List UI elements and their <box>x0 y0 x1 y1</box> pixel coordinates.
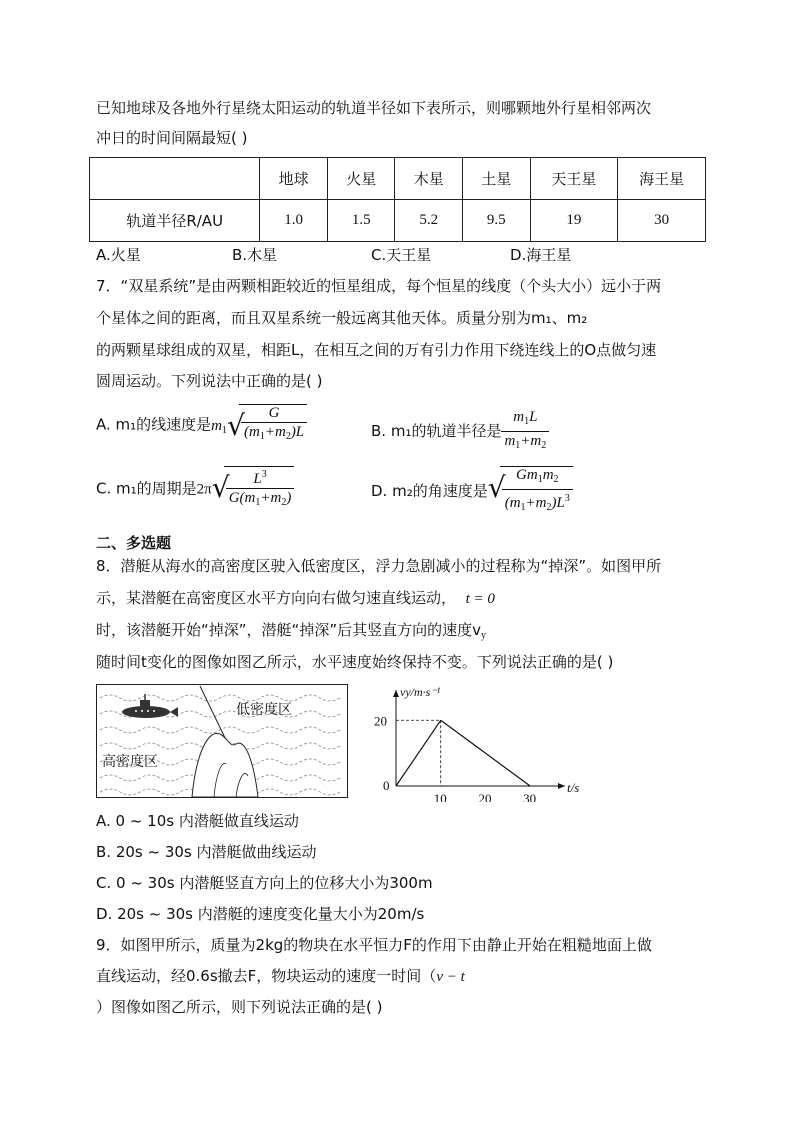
q7-option-c <box>96 466 294 512</box>
q9-vt: v − t <box>436 969 465 985</box>
low-density-label: 低密度区 <box>236 702 292 718</box>
x-tick-label: 0 <box>383 778 390 793</box>
q6-option-a: A.火星 <box>96 246 141 264</box>
formula-sqrt: √ $\frac{G}{(m_1+m_2)L}$ <box>227 404 307 446</box>
table-cell <box>90 158 260 200</box>
q8-option-b: B. 20s ~ 30s 内潜艇做曲线运动 <box>96 843 317 861</box>
high-density-label: 高密度区 <box>102 754 158 770</box>
y-tick-label: 20 <box>374 713 387 729</box>
q9-stem-line3: ）图像如图乙所示，则下列说法正确的是( ) <box>96 998 383 1016</box>
vy-t-chart <box>370 682 590 802</box>
formula-sqrt: √ $\frac{L^3}{G(m_1+m_2)}$ <box>212 466 295 512</box>
q7-stem-line3: 的两颗星球组成的双星，相距L，在相互之间的万有引力作用下绕连线上的O点做匀速 <box>96 341 657 359</box>
table-cell: 19 <box>530 200 618 242</box>
q8-stem-line3 <box>96 620 486 646</box>
q8-option-d: D. 20s ~ 30s 内潜艇的速度变化量大小为20m/s <box>96 905 425 923</box>
q8-stem-line4: 随时间t变化的图像如图乙所示，水平速度始终保持不变。下列说法正确的是( ) <box>96 653 614 671</box>
series-segment <box>396 720 441 786</box>
y-axis-arrow <box>393 690 399 697</box>
x-tick-label: 30 <box>523 791 537 802</box>
q6-option-c: C.天王星 <box>371 246 432 264</box>
q8-stem-line1: 8．潜艇从海水的高密度区驶入低密度区，浮力急剧减小的过程称为“掉深”。如图甲所 <box>96 557 662 575</box>
table-cell: 5.2 <box>395 200 463 242</box>
section-title-multi-choice: 二、多选题 <box>96 534 172 552</box>
orbit-radius-table <box>89 157 706 242</box>
q7-stem-line2: 个星体之间的距离，而且双星系统一般远离其他天体。质量分别为m₁、m₂ <box>96 309 588 327</box>
q8-option-c: C. 0 ~ 30s 内潜艇竖直方向上的位移大小为300m <box>96 874 433 892</box>
x-axis-arrow <box>558 783 565 789</box>
q6-stem-line1: 已知地球及各地外行星绕太阳运动的轨道半径如下表所示，则哪颗地外行星相邻两次 <box>96 99 652 117</box>
y-axis-label: vy/m·s⁻¹ <box>400 685 441 699</box>
table-header-cell: 土星 <box>463 158 531 200</box>
formula-sqrt: √ $\frac{Gm_1m_2}{(m_1+m_2)L^3}$ <box>488 466 573 517</box>
q7-stem-line4: 圆周运动。下列说法中正确的是( ) <box>96 372 323 390</box>
q7-option-d-text: D. m₂的角速度是 <box>371 482 488 500</box>
q9-stem-line1: 9．如图甲所示，质量为2kg的物块在水平恒力F的作用下由静止开始在粗糙地面上做 <box>96 936 652 954</box>
q7-option-c-text: C. m₁的周期是 <box>96 479 197 498</box>
submarine-figure <box>96 684 348 798</box>
table-header-cell: 火星 <box>327 158 395 200</box>
x-axis-label: t/s <box>567 780 580 795</box>
x-tick-label: 20 <box>478 791 492 802</box>
table-header-cell: 地球 <box>260 158 328 200</box>
q6-option-b: B.木星 <box>232 246 278 264</box>
q8-stem-line2 <box>96 588 495 609</box>
table-row <box>90 200 706 242</box>
q8-option-a: A. 0 ~ 10s 内潜艇做直线运动 <box>96 812 299 830</box>
q7-option-a-text: A. m₁的线速度是 <box>96 415 212 434</box>
table-row-label: 轨道半径R/AU <box>90 200 260 242</box>
x-tick-label: 10 <box>433 791 447 802</box>
q7-option-a <box>96 404 307 446</box>
q7-option-d <box>371 466 573 517</box>
table-header-row <box>90 158 706 200</box>
table-cell: 9.5 <box>463 200 531 242</box>
series-segment <box>441 720 530 786</box>
formula-m1: $m_1$ <box>211 417 228 436</box>
table-header-cell: 木星 <box>395 158 463 200</box>
q8-vy-subscript: y <box>480 630 486 641</box>
table-header-cell: 海王星 <box>618 158 706 200</box>
q8-stem-line2-text: 示，某潜艇在高密度区水平方向向右做匀速直线运动， <box>96 589 457 607</box>
q7-stem-line1: 7．“双星系统”是由两颗相距较近的恒星组成，每个恒星的线度（个头大小）远小于两 <box>96 277 662 295</box>
table-cell: 30 <box>618 200 706 242</box>
table-header-cell: 天王星 <box>530 158 618 200</box>
table-cell: 1.0 <box>260 200 328 242</box>
q6-stem-line2: 冲日的时间间隔最短( ) <box>96 129 248 147</box>
q9-stem-line2 <box>96 966 465 987</box>
q8-stem-line3-text: 时，该潜艇开始“掉深”，潜艇“掉深”后其竖直方向的速度v <box>96 621 481 639</box>
q6-option-d: D.海王星 <box>510 246 572 264</box>
q7-option-b <box>371 408 549 455</box>
formula-fraction: $\frac{m_1L}{m_1+m_2}$ <box>501 408 549 455</box>
q9-stem-line2-text: 直线运动，经0.6s撤去F，物块运动的速度一时间（ <box>96 967 437 985</box>
table-cell: 1.5 <box>327 200 395 242</box>
formula-2pi: 2π <box>196 481 212 498</box>
q8-t0: t = 0 <box>465 591 495 607</box>
q7-option-b-text: B. m₁的轨道半径是 <box>371 422 502 440</box>
